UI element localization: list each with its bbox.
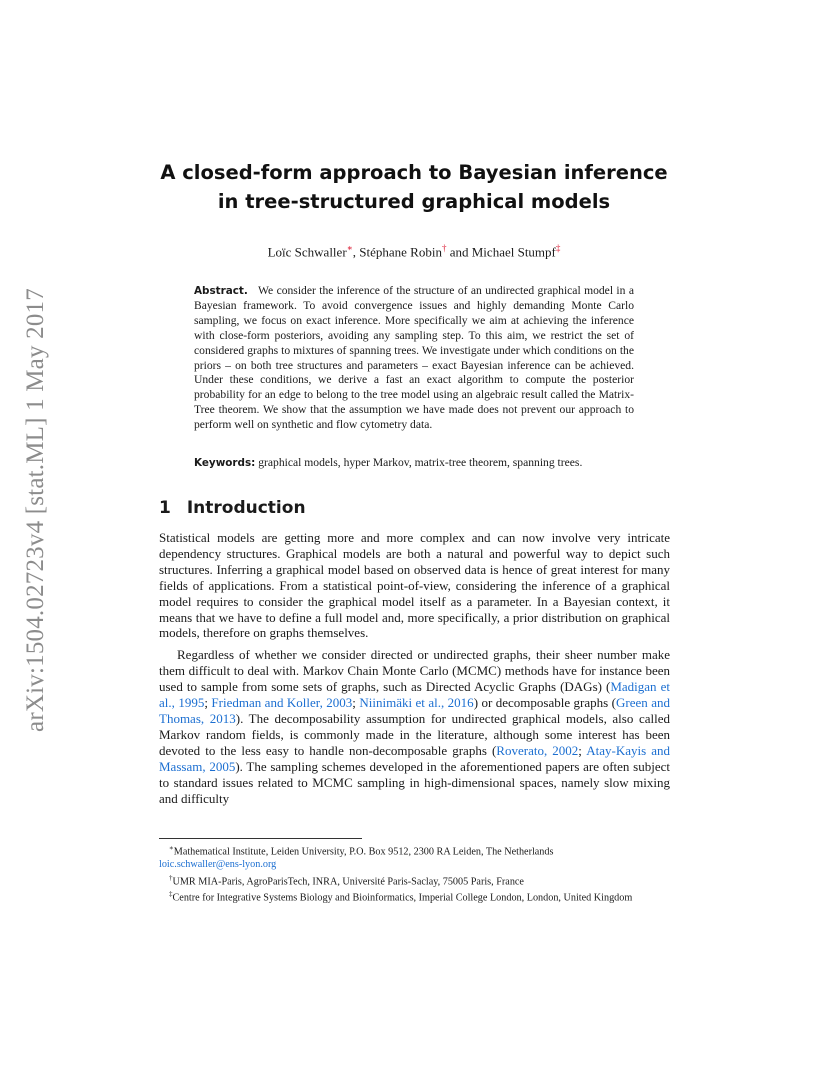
paragraph-1: Statistical models are getting more and more complex and can now involve very intricate dependency structures. Graphical models are both a natural and powerful way to depict such structures. Inferring a graphical model based on observed data is hence of great interest for many fields of applications. From a statistical point-of-view, considering the inference of a graphical model requires to consider the graphical model itself as a parameter. In a Bayesian context, it means that we have to define a full model and, more specifically, a prior distribution on graphical models, therefore on graphs themselves. <box>159 530 670 641</box>
section-number: 1 <box>159 498 171 518</box>
citation-link[interactable]: Green and Thomas, 2013 <box>159 695 670 726</box>
keywords-label: Keywords: <box>194 457 256 469</box>
abstract <box>194 284 634 433</box>
keywords-text: graphical models, hyper Markov, matrix-tree theorem, spanning trees. <box>258 456 583 469</box>
author-mark: ∗ <box>346 243 353 253</box>
citation-link[interactable]: Friedman and Koller, 2003 <box>211 695 353 711</box>
citation-link[interactable]: Madigan et al., 1995 <box>159 679 670 711</box>
footnotes <box>159 842 670 905</box>
abstract-label: Abstract. <box>194 285 248 297</box>
author-name: Loïc Schwaller <box>267 244 347 260</box>
footnote: ‡Centre for Integrative Systems Biology and Bioinformatics, Imperial College London, London, United Kingdom <box>169 890 633 904</box>
citation-link[interactable]: Niinimäki et al., 2016 <box>359 695 474 711</box>
title-line-2: in tree-structured graphical models <box>217 190 611 213</box>
section-heading <box>159 498 306 518</box>
footnote-divider <box>159 838 362 839</box>
email-link[interactable]: loic.schwaller@ens-lyon.org <box>159 859 277 871</box>
author-name: Michael Stumpf <box>471 244 556 260</box>
footnote: ∗Mathematical Institute, Leiden University, P.O. Box 9512, 2300 RA Leiden, The Netherlands <box>169 844 554 858</box>
footnote-email-line <box>159 858 670 871</box>
section-title: Introduction <box>186 498 306 518</box>
body-text <box>159 530 670 806</box>
arxiv-sidebar <box>18 280 54 740</box>
keywords <box>194 456 664 471</box>
arxiv-id: arXiv:1504.02723v4 [stat.ML] 1 May 2017 <box>22 288 49 732</box>
author-mark: † <box>441 243 447 253</box>
title-line-1: A closed-form approach to Bayesian inference <box>160 161 668 184</box>
author-mark: ‡ <box>555 243 561 253</box>
abstract-text: We consider the inference of the structure of an undirected graphical model in a Bayesian framework. To avoid convergence issues and highly demanding Monte Carlo sampling, we focus on exact inference. More specifically we aim at achieving the inference with close-form posteriors, avoiding any sampling step. To this aim, we restrict the set of considered graphs to mixtures of spanning trees. We investigate under which conditions on the priors – on both tree structures and parameters – exact Bayesian inference can be achieved. Under these conditions, we derive a fast an exact algorithm to compute the posterior probability for an edge to belong to the tree model using an algebraic result called the Matrix-Tree theorem. We show that the assumption we have made does not prevent our approach to perform well on synthetic and flow cytometry data. <box>194 284 634 432</box>
author-name: Stéphane Robin <box>359 244 442 260</box>
citation-link[interactable]: Roverato, 2002 <box>496 742 579 758</box>
citation-link[interactable]: Atay-Kayis and Massam, 2005 <box>159 742 670 774</box>
paragraph-2: Regardless of whether we consider directed or undirected graphs, their sheer number make them difficult to deal with. Markov Chain Monte Carlo (MCMC) methods have for instance been used to sample from some sets of graphs, such as Directed Acyclic Graphs (DAGs) (Madigan et al., 1995; Friedman and Koller, 2003; Niinimäki et al., 2016) or decomposable graphs (Green and Thomas, 2013). The decomposability assumption for undirected graphical models, also called Markov random fields, is commonly made in the literature, although some interest has been devoted to the less easy to handle non-decomposable graphs (Roverato, 2002; Atay-Kayis and Massam, 2005). The sampling schemes developed in the aforementioned papers are often subject to standard issues related to MCMC sampling in high-dimensional spaces, namely slow mixing and difficulty <box>159 647 670 806</box>
author-list: Loïc Schwaller∗, Stéphane Robin† and Michael Stumpf‡ <box>267 243 561 260</box>
footnote: †UMR MIA-Paris, AgroParisTech, INRA, Université Paris-Saclay, 75005 Paris, France <box>169 873 524 887</box>
paper-title <box>0 158 828 216</box>
